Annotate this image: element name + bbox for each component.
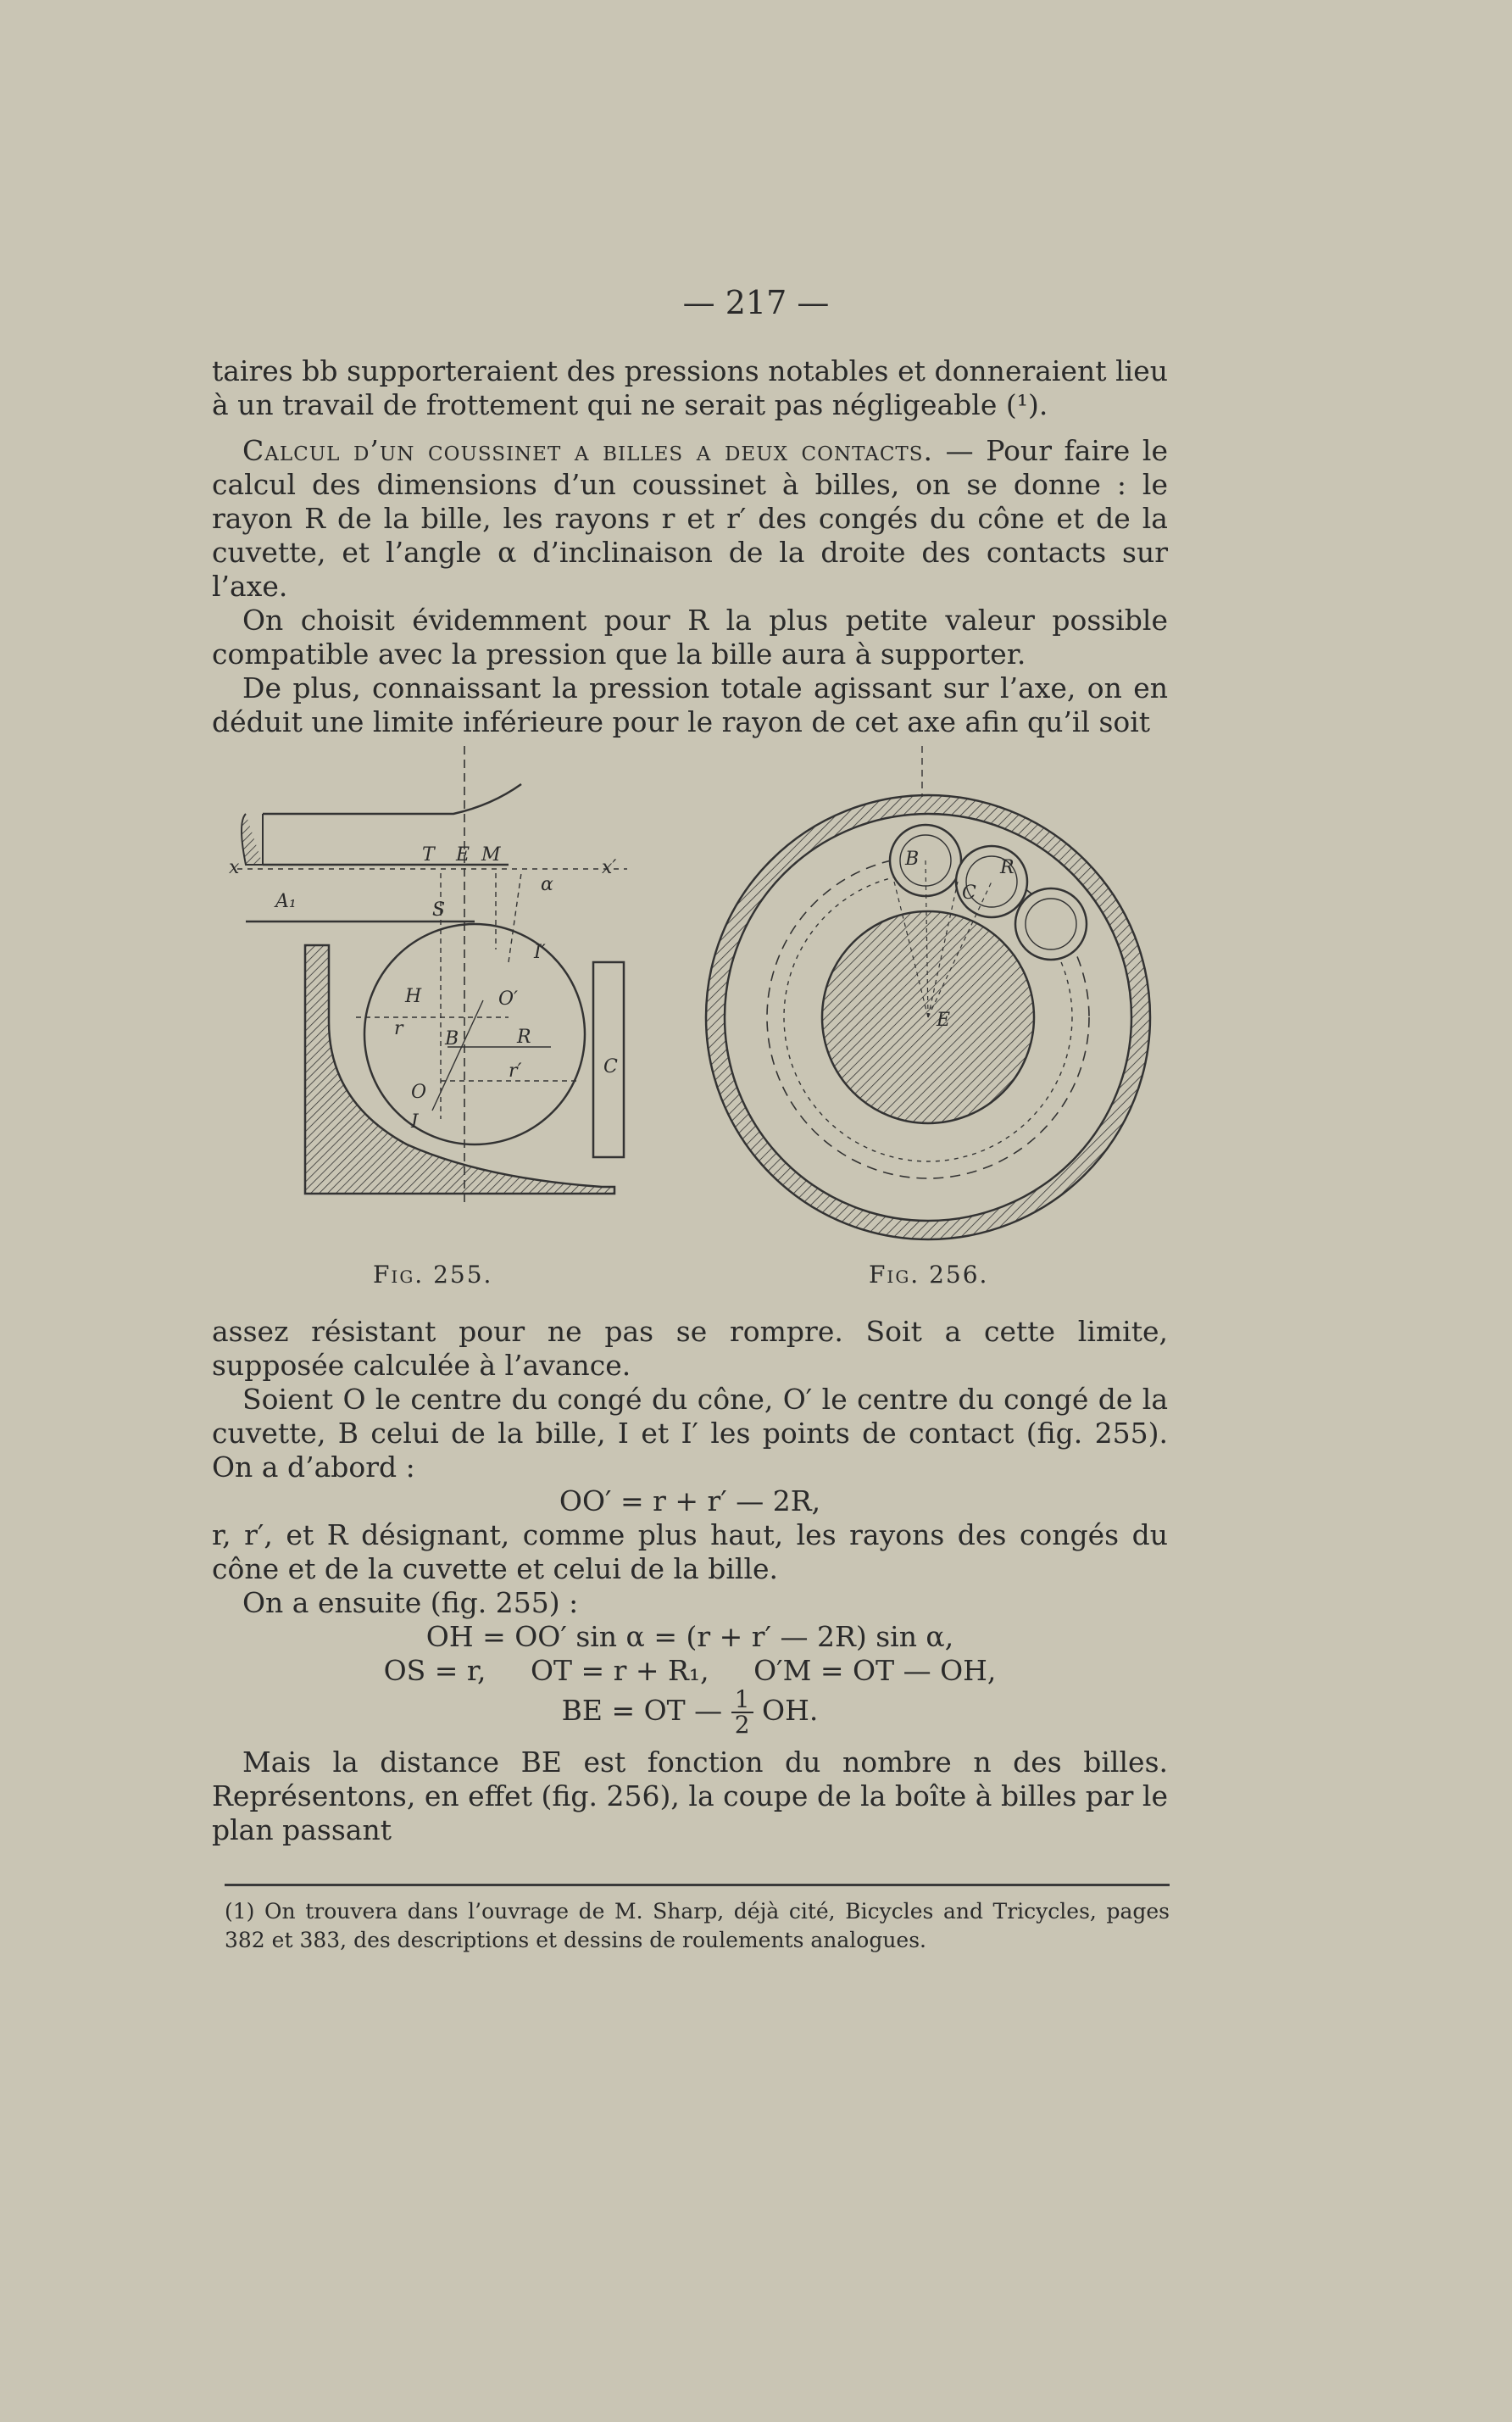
fig1-label-E: E: [456, 844, 470, 866]
text-block-bottom: [212, 1315, 1168, 1847]
fig2-label-R: R: [1000, 857, 1014, 878]
equation-4-left: BE = OT —: [561, 1694, 723, 1727]
fig1-label-T: T: [422, 844, 435, 866]
equation-4-right: OH.: [762, 1694, 819, 1727]
paragraph-5: assez résistant pour ne pas se rompre. Soit a cette limite, supposée calculée à l’avance.: [212, 1315, 1168, 1382]
paragraph-9: Mais la distance BE est fonction du nombre n des billes. Représentons, en effet (fig. 256), la coupe de la boîte à billes par le plan passant: [212, 1746, 1168, 1846]
paragraph-2: [212, 434, 1168, 604]
fig1-label-M: M: [481, 844, 501, 866]
fig1-label-C: C: [603, 1056, 618, 1077]
paragraph-7: r, r′, et R désignant, comme plus haut, les rayons des congés du cône et de la cuvette et celui de la bille.: [212, 1518, 1168, 1585]
paragraph-4: De plus, connaissant la pression totale agissant sur l’axe, on en déduit une limite inférieure pour le rayon de cet axe afin qu’il soit: [212, 671, 1168, 738]
fig1-label-x-prime: x′: [602, 857, 617, 878]
fig2-label-B: B: [905, 849, 920, 870]
fig1-label-alpha: α: [541, 874, 553, 895]
fraction: [731, 1685, 753, 1739]
paragraph-6: Soient O le centre du congé du cône, O′ le centre du congé de la cuvette, B celui de la bille, I et I′ les points de contact (fig. 255). On a d’abord :: [212, 1383, 1168, 1484]
footnote-rule: [225, 1884, 1170, 1886]
fig1-label-H: H: [405, 986, 422, 1007]
footnote: (1) On trouvera dans l’ouvrage de M. Sharp, déjà cité, Bicycles and Tricycles, pages 382 et 383, des descriptions et dessins de roulements analogues.: [225, 1899, 1170, 1952]
fig-255-caption: Fig. 255.: [373, 1261, 493, 1289]
paragraph-2-text: — Pour faire le calcul des dimensions d’un coussinet à billes, on se donne : le rayon R de la bille, les rayons r et r′ des congés du cône et de la cuvette, et l’angle α d’inclinaison de la droite des contacts sur l’axe.: [212, 434, 1168, 603]
fig1-label-I-prime: I′: [534, 942, 546, 963]
figure-256: [703, 746, 1153, 1246]
fig1-label-O-prime: O′: [498, 988, 519, 1010]
equation-2: OH = OO′ sin α = (r + r′ — 2R) sin α,: [425, 1620, 954, 1653]
fig2-label-C: C: [962, 882, 976, 904]
fraction-numerator: 1: [731, 1688, 753, 1713]
fig1-label-O: O: [411, 1082, 427, 1103]
paragraph-8: On a ensuite (fig. 255) :: [242, 1586, 579, 1619]
fig-256-caption: Fig. 256.: [869, 1261, 989, 1289]
equation-1: OO′ = r + r′ — 2R,: [559, 1484, 821, 1517]
fig1-label-x: x: [229, 857, 240, 878]
text-block-top: [212, 354, 1168, 739]
fig2-label-E: E: [937, 1010, 951, 1031]
page-number: — 217 —: [682, 284, 830, 321]
paragraph-3: On choisit évidemment pour R la plus petite valeur possible compatible avec la pression que la bille aura à supporter.: [212, 604, 1168, 671]
fraction-denominator: 2: [734, 1711, 750, 1739]
fig1-label-S: S: [432, 899, 446, 921]
fig1-label-r: r: [394, 1018, 403, 1039]
fig1-label-B: B: [445, 1028, 459, 1050]
paragraph-1: taires bb supporteraient des pressions notables et donneraient lieu à un travail de frottement qui ne serait pas négligeable (¹).: [212, 354, 1168, 421]
equation-3: OS = r, OT = r + R₁, O′M = OT — OH,: [383, 1654, 997, 1687]
fig1-label-A1: A₁: [275, 891, 297, 912]
fig1-label-I: I: [411, 1111, 419, 1133]
figure-255: [229, 746, 653, 1204]
fig1-label-R: R: [517, 1027, 531, 1048]
fig1-label-r-prime: r′: [509, 1061, 522, 1082]
equation-4: [212, 1685, 1168, 1739]
section-heading: Calcul d’un coussinet a billes a deux contacts.: [242, 434, 934, 467]
